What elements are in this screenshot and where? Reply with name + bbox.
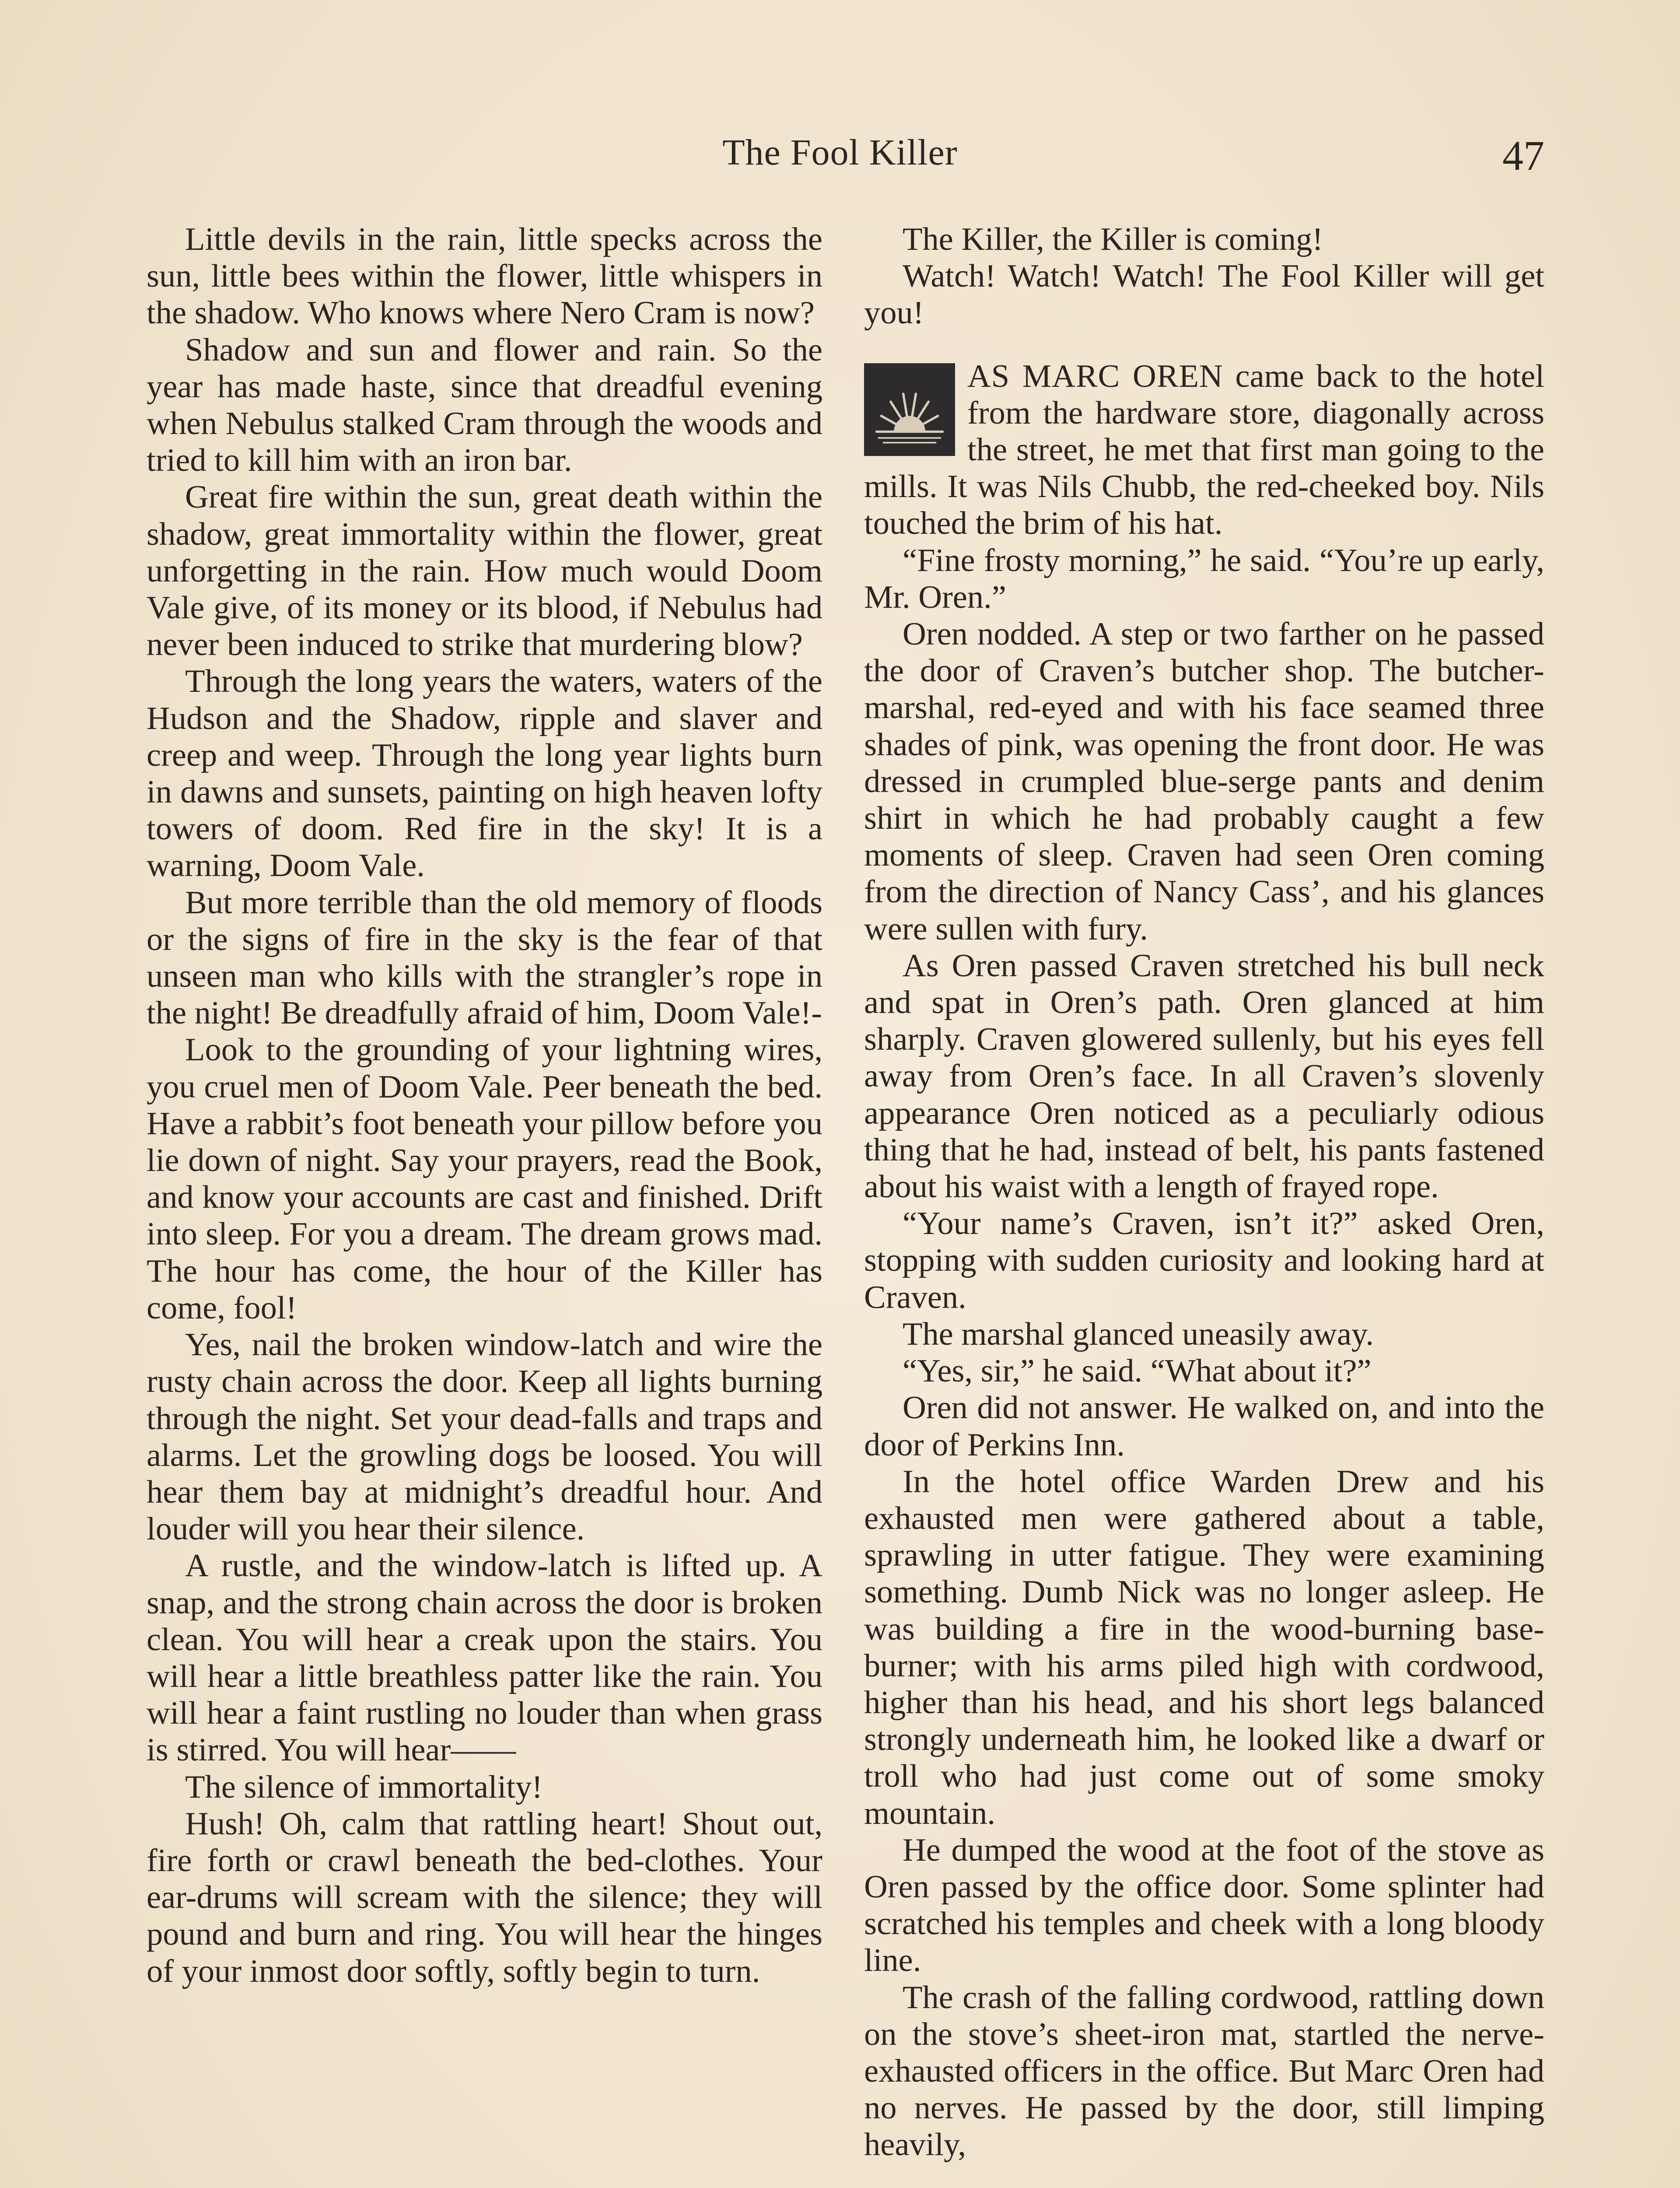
- page-number: 47: [1502, 132, 1544, 179]
- paragraph: A rustle, and the window-latch is lifted up. A snap, and the strong chain across the door is broken clean. You will hear a creak upon the stairs. You will hear a little breathless patter like the rain. You will hear a faint rustling no louder than when grass is stirred. You will hear——: [147, 1548, 822, 1768]
- paragraph: Oren nodded. A step or two farther on he passed the door of Craven’s butcher shop. The butcher-marshal, red-eyed and with his face seamed three shades of pink, was opening the front door. He was dressed in crumpled blue-serge pants and denim shirt in which he had probably caught a few moments of sleep. Craven had seen Oren coming from the direction of Nancy Cass’, and his glances were sullen with fury.: [864, 616, 1544, 947]
- paragraph: Yes, nail the broken window-latch and wire the rusty chain across the door. Keep all lights burning through the night. Set your dead-falls and traps and alarms. Let the growling dogs be loosed. You will hear them bay at midnight’s dreadful hour. And louder will you hear their silence.: [147, 1327, 822, 1547]
- sunburst-ornament-icon: [864, 363, 955, 456]
- paragraph: The crash of the falling cordwood, rattling down on the stove’s sheet-iron mat, startled the nerve-exhausted officers in the office. But Marc Oren had no nerves. He passed by the door, still limping heavily,: [864, 1979, 1544, 2163]
- paragraph: Through the long years the waters, waters of the Hudson and the Shadow, ripple and slaver and creep and weep. Through the long year lights burn in dawns and sunsets, painting on high heaven lofty towers of doom. Red fire in the sky! It is a warning, Doom Vale.: [147, 663, 822, 884]
- paragraph: “Fine frosty morning,” he said. “You’re up early, Mr. Oren.”: [864, 542, 1544, 615]
- running-head: The Fool Killer: [722, 132, 958, 173]
- paragraph: Shadow and sun and flower and rain. So the year has made haste, since that dreadful evening when Nebulus stalked Cram through the woods and tried to kill him with an iron bar.: [147, 332, 822, 479]
- right-column: [864, 221, 1544, 2163]
- paragraph: Look to the grounding of your lightning wires, you cruel men of Doom Vale. Peer beneath the bed. Have a rabbit’s foot beneath your pillow before you lie down of night. Say your prayers, read the Book, and know your accounts are cast and finished. Drift into sleep. For you a dream. The dream grows mad. The hour has come, the hour of the Killer has come, fool!: [147, 1032, 822, 1326]
- section-opening-text: came back to the hotel from the hardware store, diagonally across the street, he met that first man going to the mills. It was Nils Chubb, the red-cheeked boy. Nils touched the brim of his hat.: [864, 358, 1544, 542]
- paragraph: Oren did not answer. He walked on, and into the door of Perkins Inn.: [864, 1390, 1544, 1463]
- paragraph: He dumped the wood at the foot of the stove as Oren passed by the office door. Some splinter had scratched his temples and cheek with a long bloody line.: [864, 1832, 1544, 1979]
- paragraph: The marshal glanced uneasily away.: [903, 1316, 1374, 1352]
- section-opening-paragraph: [864, 358, 1544, 542]
- paragraph: In the hotel office Warden Drew and his exhausted men were gathered about a table, sprawling in utter fatigue. They were examining something. Dumb Nick was no longer asleep. He was building a fire in the wood-burning base-burner; with his arms piled high with cordwood, higher than his head, and his short legs balanced strongly underneath him, he looked like a dwarf or troll who had just come out of some smoky mountain.: [864, 1463, 1544, 1831]
- paragraph: “Your name’s Craven, isn’t it?” asked Oren, stopping with sudden curiosity and looking hard at Craven.: [864, 1206, 1544, 1315]
- paragraph: Great fire within the sun, great death within the shadow, great immortality within the flower, great unforgetting in the rain. How much would Doom Vale give, of its money or its blood, if Nebulus had never been induced to strike that murdering blow?: [147, 479, 822, 663]
- paragraph: “Yes, sir,” he said. “What about it?”: [903, 1353, 1372, 1389]
- verse-line: Watch! Watch! Watch! The Fool Killer will get you!: [864, 258, 1544, 331]
- verse-line: The Killer, the Killer is coming!: [903, 221, 1323, 257]
- paragraph: Little devils in the rain, little specks across the sun, little bees within the flower, little whispers in the shadow. Who knows where Nero Cram is now?: [147, 221, 822, 331]
- paragraph: Hush! Oh, calm that rattling heart! Shout out, fire forth or crawl beneath the bed-clothes. Your ear-drums will scream with the silence; they will pound and burn and ring. You will hear the hinges of your inmost door softly, softly begin to turn.: [147, 1806, 822, 1989]
- paragraph: But more terrible than the old memory of floods or the signs of fire in the sky is the fear of that unseen man who kills with the strangler’s rope in the night! Be dreadfully afraid of him, Doom Vale!-: [147, 884, 822, 1031]
- section-lead-in: AS MARC OREN: [967, 358, 1223, 394]
- left-column: [147, 221, 822, 1990]
- sunburst-ornament-graphic: [870, 370, 949, 449]
- paragraph: The silence of immortality!: [185, 1769, 543, 1805]
- paragraph: As Oren passed Craven stretched his bull neck and spat in Oren’s path. Oren glanced at him sharply. Craven glowered sullenly, but his eyes fell away from Oren’s face. In all Craven’s slovenly appearance Oren noticed as a peculiarly odious thing that he had, instead of belt, his pants fastened about his waist with a length of frayed rope.: [864, 947, 1544, 1205]
